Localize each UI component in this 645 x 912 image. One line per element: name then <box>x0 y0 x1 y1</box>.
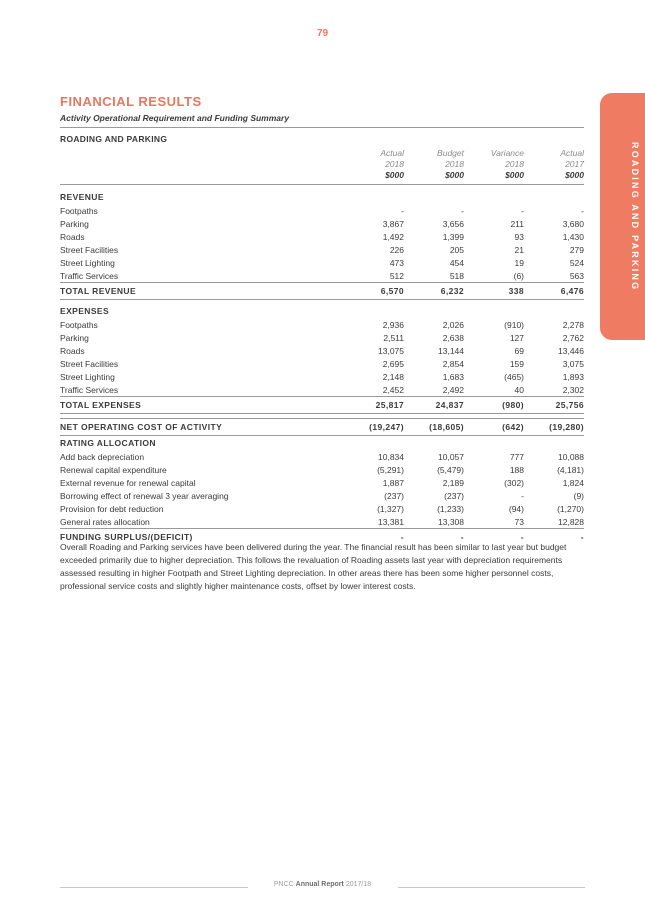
footer-org: PNCC <box>273 881 294 888</box>
cell-value: 13,144 <box>438 345 464 356</box>
table-row <box>60 256 584 269</box>
cell-value: 10,834 <box>378 451 404 462</box>
cell-value: 2,511 <box>383 332 404 343</box>
total-revenue-row <box>60 283 584 300</box>
row-label: Parking <box>60 218 89 229</box>
row-label: Street Lighting <box>60 257 115 268</box>
column-label: Budget <box>437 148 464 158</box>
cell-value: 159 <box>509 358 524 369</box>
cell-value: 205 <box>449 244 464 255</box>
table-row <box>60 383 584 397</box>
cell-value: - <box>461 205 464 216</box>
row-label: Traffic Services <box>60 384 119 395</box>
funding-summary-table <box>60 148 584 545</box>
cell-value: 2,189 <box>442 477 464 488</box>
column-year: 2018 <box>385 159 404 169</box>
cell-value: 10,088 <box>558 451 584 462</box>
footer <box>0 881 645 888</box>
cell-value: 226 <box>389 244 404 255</box>
cell-value: 2,148 <box>382 371 404 382</box>
row-label: Borrowing effect of renewal 3 year averaging <box>60 490 229 501</box>
cell-value: 73 <box>514 516 524 527</box>
cell-value: (1,233) <box>437 503 464 514</box>
summary-paragraph: Overall Roading and Parking services have been delivered during the year. The financial result has been similar to last year but budget exceeded primarily due to higher depreciation. This follows the revaluation of Roading assets last year with depreciation requirements assessed resulting in higher Footpath and Street Lighting depreciation. In other areas there has been some higher personnel costs, professional service costs and slightly higher maintenance costs, offset by lower interest costs. <box>60 542 567 591</box>
net-operating-cost-row <box>60 419 584 436</box>
total-label: FUNDING SURPLUS/(DEFICIT) <box>60 529 344 546</box>
table-row <box>60 463 584 476</box>
row-label: Provision for debt reduction <box>60 503 164 514</box>
cell-value: 2,278 <box>562 319 584 330</box>
cell-value: (94) <box>508 503 524 514</box>
cell-value: 563 <box>569 270 584 281</box>
table-row <box>60 318 584 331</box>
cell-value: 3,680 <box>562 218 584 229</box>
total-value: 25,756 <box>524 397 584 414</box>
cell-value: 2,762 <box>562 332 584 343</box>
cell-value: 211 <box>510 218 524 229</box>
cell-value: 10,057 <box>438 451 464 462</box>
total-value: 6,570 <box>344 283 404 300</box>
expenses-heading: EXPENSES <box>60 306 110 316</box>
cell-value: 13,308 <box>438 516 464 527</box>
cell-value: 3,656 <box>442 218 464 229</box>
row-label: Street Facilities <box>60 358 119 369</box>
total-value: (19,247) <box>344 419 404 436</box>
table-row <box>60 344 584 357</box>
column-label: Variance <box>490 148 524 158</box>
table-row <box>60 243 584 256</box>
total-value: - <box>464 529 524 546</box>
cell-value: - <box>521 490 524 501</box>
cell-value: 454 <box>449 257 464 268</box>
cell-value: - <box>401 205 404 216</box>
cell-value: 188 <box>509 464 524 475</box>
cell-value: (5,291) <box>377 464 404 475</box>
page-number: 79 <box>316 28 329 39</box>
total-value: - <box>404 529 464 546</box>
row-label: Street Facilities <box>60 244 119 255</box>
column-unit: $000 <box>385 170 404 180</box>
table-row <box>60 204 584 217</box>
cell-value: (5,479) <box>437 464 464 475</box>
total-value: 25,817 <box>344 397 404 414</box>
cell-value: 1,893 <box>562 371 584 382</box>
financial-table <box>60 127 584 545</box>
total-label: NET OPERATING COST OF ACTIVITY <box>60 419 344 436</box>
cell-value: 777 <box>509 451 524 462</box>
table-row <box>60 476 584 489</box>
cell-value: 2,695 <box>382 358 404 369</box>
cell-value: 2,026 <box>442 319 464 330</box>
row-label: General rates allocation <box>60 516 150 527</box>
cell-value: 127 <box>509 332 524 343</box>
total-expenses-row <box>60 397 584 414</box>
section-subtitle: Activity Operational Requirement and Funding Summary <box>60 113 290 123</box>
table-row <box>60 502 584 515</box>
total-value: (980) <box>464 397 524 414</box>
total-label: TOTAL EXPENSES <box>60 397 344 414</box>
table-row <box>60 489 584 502</box>
revenue-heading: REVENUE <box>60 192 104 202</box>
row-label: External revenue for renewal capital <box>60 477 196 488</box>
column-label: Actual <box>380 148 404 158</box>
cell-value: 473 <box>389 257 404 268</box>
row-label: Parking <box>60 332 89 343</box>
row-label: Add back depreciation <box>60 451 145 462</box>
cell-value: 512 <box>389 270 404 281</box>
section-title: FINANCIAL RESULTS <box>60 94 202 109</box>
cell-value: 1,430 <box>562 231 584 242</box>
total-value: 338 <box>464 283 524 300</box>
table-row <box>60 331 584 344</box>
row-label: Roads <box>60 231 85 242</box>
total-value: (18,605) <box>404 419 464 436</box>
table-row <box>60 217 584 230</box>
cell-value: - <box>521 205 524 216</box>
rating-heading-row <box>60 436 584 451</box>
cell-value: 13,381 <box>378 516 404 527</box>
cell-value: 40 <box>514 384 524 395</box>
cell-value: 524 <box>569 257 584 268</box>
column-header-units <box>60 170 584 185</box>
revenue-heading-row <box>60 190 584 204</box>
row-label: Footpaths <box>60 205 98 216</box>
cell-value: 69 <box>514 345 524 356</box>
total-value: - <box>344 529 404 546</box>
cell-value: 2,492 <box>442 384 464 395</box>
cell-value: 1,887 <box>382 477 404 488</box>
cell-value: 2,854 <box>442 358 464 369</box>
cell-value: (1,270) <box>557 503 584 514</box>
cell-value: (465) <box>504 371 524 382</box>
cell-value: (237) <box>384 490 404 501</box>
cell-value: 1,683 <box>442 371 464 382</box>
cell-value: (302) <box>504 477 524 488</box>
cell-value: 13,075 <box>378 345 404 356</box>
cell-value: (9) <box>573 490 584 501</box>
cell-value: 13,446 <box>558 345 584 356</box>
table-row <box>60 269 584 283</box>
cell-value: 2,452 <box>382 384 404 395</box>
cell-value: 1,492 <box>382 231 404 242</box>
total-value: (19,280) <box>524 419 584 436</box>
cell-value: 19 <box>514 257 524 268</box>
column-unit: $000 <box>505 170 524 180</box>
cell-value: 21 <box>514 244 524 255</box>
total-value: (642) <box>464 419 524 436</box>
cell-value: 3,075 <box>562 358 584 369</box>
cell-value: (4,181) <box>557 464 584 475</box>
table-heading: ROADING AND PARKING <box>60 127 584 148</box>
footer-title: Annual Report <box>295 881 344 888</box>
row-label: Street Lighting <box>60 371 115 382</box>
column-year: 2018 <box>445 159 464 169</box>
cell-value: (910) <box>504 319 524 330</box>
column-year: 2018 <box>505 159 524 169</box>
row-label: Traffic Services <box>60 270 119 281</box>
table-row <box>60 515 584 529</box>
table-row <box>60 357 584 370</box>
column-label: Actual <box>560 148 584 158</box>
table-row <box>60 450 584 463</box>
cell-value: 279 <box>569 244 584 255</box>
column-unit: $000 <box>565 170 584 180</box>
cell-value: 93 <box>514 231 524 242</box>
cell-value: (1,327) <box>377 503 404 514</box>
total-value: 6,232 <box>404 283 464 300</box>
cell-value: 2,302 <box>562 384 584 395</box>
column-year: 2017 <box>565 159 584 169</box>
rating-heading: RATING ALLOCATION <box>60 438 156 448</box>
total-label: TOTAL REVENUE <box>60 283 344 300</box>
cell-value: 2,936 <box>382 319 404 330</box>
cell-value: 3,867 <box>382 218 404 229</box>
row-label: Renewal capital expenditure <box>60 464 167 475</box>
cell-value: (237) <box>444 490 464 501</box>
cell-value: 2,638 <box>442 332 464 343</box>
table-row <box>60 230 584 243</box>
cell-value: (6) <box>513 270 524 281</box>
side-tab <box>600 93 645 340</box>
cell-value: 1,399 <box>442 231 464 242</box>
side-tab-label: ROADING AND PARKING <box>630 141 640 292</box>
cell-value: 1,824 <box>562 477 584 488</box>
cell-value: 12,828 <box>558 516 584 527</box>
column-header-labels <box>60 148 584 159</box>
cell-value: - <box>581 205 584 216</box>
column-header-years <box>60 159 584 170</box>
cell-value: 518 <box>449 270 464 281</box>
footer-year: 2017/18 <box>345 881 372 888</box>
row-label: Footpaths <box>60 319 98 330</box>
column-unit: $000 <box>445 170 464 180</box>
total-value: 6,476 <box>524 283 584 300</box>
total-value: - <box>524 529 584 546</box>
expenses-heading-row <box>60 304 584 318</box>
row-label: Roads <box>60 345 85 356</box>
total-value: 24,837 <box>404 397 464 414</box>
table-row <box>60 370 584 383</box>
